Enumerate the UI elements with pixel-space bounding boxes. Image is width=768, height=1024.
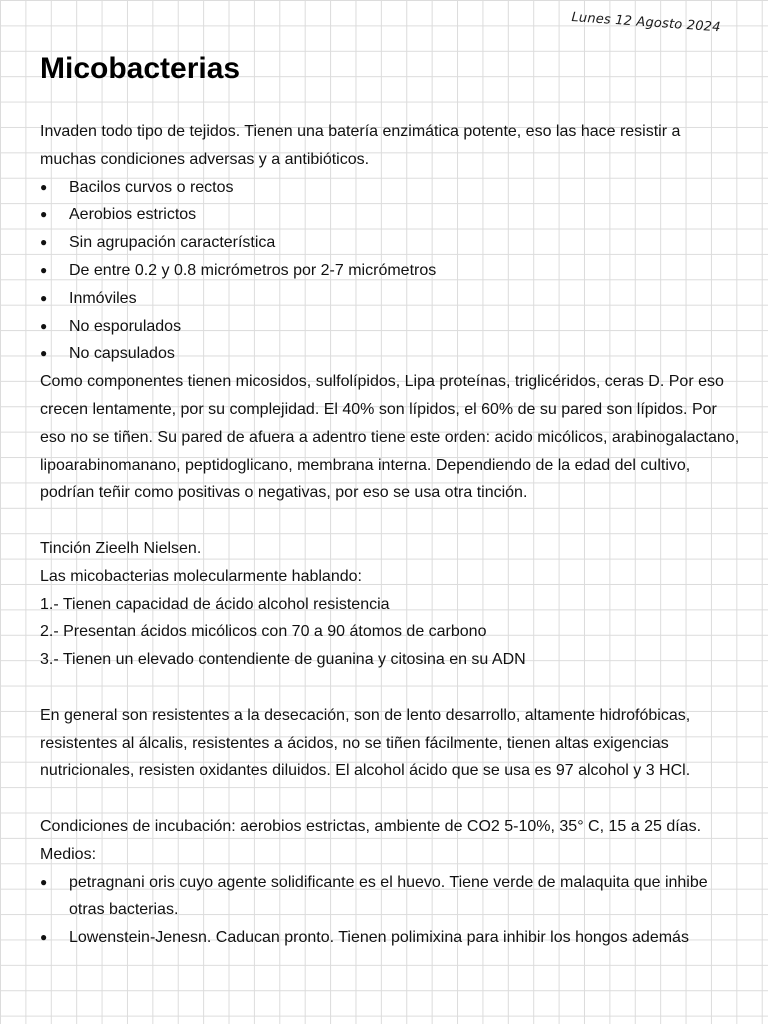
incubation-paragraph: Condiciones de incubación: aerobios estrictas, ambiente de CO2 5-10%, 35° C, 15 a 25 días. <box>40 817 702 835</box>
components-paragraph: Como componentes tienen micosidos, sulfolípidos, Lipa proteínas, triglicéridos, ceras D. Por eso crecen lentamente, por su complejidad. El 40% son lípidos, el 60% de su pared son lípidos. Por eso no se tiñen. Su pared de afuera a adentro tiene este orden: acido micólicos, arabinogalactano, lipoarabinomanano, peptidoglicano, membrana interna. Dependiendo de la edad del cultivo, podrían teñir como positivas o negativas, por eso se usa otra tinción. <box>40 373 740 502</box>
list-item <box>40 924 740 952</box>
numbered-item: 2.- Presentan ácidos micólicos con 70 a 90 átomos de carbono <box>40 623 487 641</box>
blank-line <box>40 507 740 535</box>
bullet-icon: ● <box>40 346 48 361</box>
molecular-intro: Las micobacterias molecularmente hablando: <box>40 567 362 585</box>
list-item-text: Bacilos curvos o rectos <box>69 178 234 196</box>
list-item-text: petragnani oris cuyo agente solidificante es el huevo. Tiene verde de malaquita que inhibe otras bacterias. <box>69 873 708 919</box>
list-item <box>40 313 740 341</box>
list-item-text: Inmóviles <box>69 289 137 307</box>
list-item <box>40 340 740 368</box>
list-item <box>40 174 740 202</box>
list-item-text: No esporulados <box>69 317 182 335</box>
blank-line <box>40 674 740 702</box>
list-item-text: Sin agrupación característica <box>69 234 276 252</box>
media-label: Medios: <box>40 845 97 863</box>
bullet-icon: ● <box>40 207 48 222</box>
stain-heading: Tinción Zieelh Nielsen. <box>40 539 202 557</box>
list-item-text: No capsulados <box>69 345 175 363</box>
note-body <box>40 118 740 952</box>
bullet-icon: ● <box>40 235 48 250</box>
resistance-paragraph: En general son resistentes a la desecación, son de lento desarrollo, altamente hidrofóbicas, resistentes al álcalis, resistentes a ácidos, no se tiñen fácilmente, tienen altas exigencias nutricionales, resisten oxidantes diluidos. El alcohol ácido que se usa es 97 alcohol y 3 HCl. <box>40 706 691 780</box>
list-item <box>40 229 740 257</box>
list-item-text: Aerobios estrictos <box>69 206 197 224</box>
blank-line <box>40 785 740 813</box>
bullet-icon: ● <box>40 179 48 194</box>
bullet-icon: ● <box>40 318 48 333</box>
list-item <box>40 869 740 925</box>
list-item-text: Lowenstein-Jenesn. Caducan pronto. Tienen polimixina para inhibir los hongos además <box>69 929 689 947</box>
list-item <box>40 201 740 229</box>
numbered-item: 1.- Tienen capacidad de ácido alcohol resistencia <box>40 595 390 613</box>
list-item <box>40 257 740 285</box>
list-item-text: De entre 0.2 y 0.8 micrómetros por 2-7 micrómetros <box>69 261 437 279</box>
bullet-icon: ● <box>40 930 48 945</box>
bullet-icon: ● <box>40 262 48 277</box>
handwritten-date: Lunes 12 Agosto 2024 <box>570 10 722 36</box>
bullet-icon: ● <box>40 874 48 889</box>
numbered-item: 3.- Tienen un elevado contendiente de guanina y citosina en su ADN <box>40 651 526 669</box>
media-list <box>40 869 740 952</box>
intro-paragraph: Invaden todo tipo de tejidos. Tienen una batería enzimática potente, eso las hace resistir a muchas condiciones adversas y a antibióticos. <box>40 123 681 168</box>
list-item <box>40 285 740 313</box>
page-title: Micobacterias <box>40 52 241 85</box>
characteristics-list <box>40 174 740 369</box>
bullet-icon: ● <box>40 290 48 305</box>
